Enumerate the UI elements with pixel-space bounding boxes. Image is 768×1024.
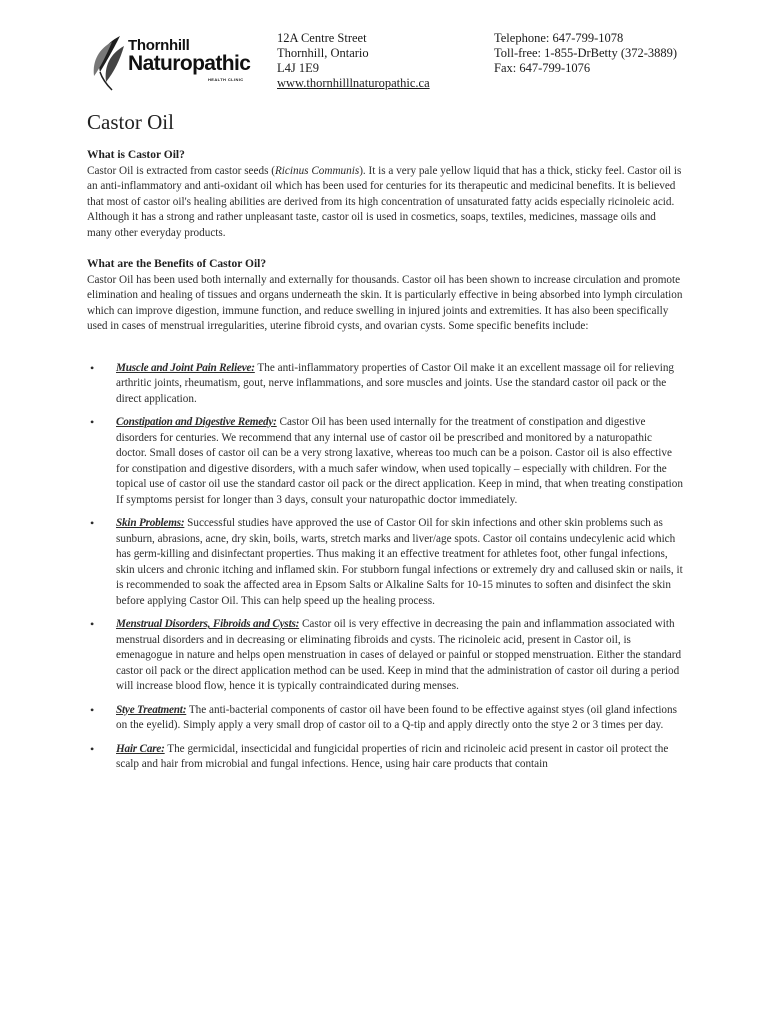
bullet-icon: • (90, 617, 95, 631)
benefit-text: The anti-bacterial components of castor oil have been found to be effective against styes (oil gland infections on the eyelid). Simply apply a very small drop of castor oil to a Q-tip and apply directly onto the stye 2 or 3 times per day. (116, 703, 677, 731)
benefit-term: Skin Problems: (116, 517, 185, 529)
bullet-icon: • (90, 415, 95, 429)
address-city: Thornhill, Ontario (277, 46, 369, 60)
paragraph-text: ). It is a very pale yellow liquid that has a thick, sticky feel. Castor oil is an anti-inflammatory and anti-oxidant oil which has been used for centuries for its therapeutic and medicinal benefits. It is believed that most of castor oil's healing abilities are derived from its high concentration of unsaturated fatty acids especially ricinoleic acid. Although it has a strong and rather unpleasant taste, castor oil is used in cosmetics, soaps, textiles, medicines, massage oils and many other everyday products. (87, 164, 682, 239)
website-link[interactable]: www.thornhilllnaturopathic.ca (277, 76, 430, 90)
telephone-number: Telephone: 647-799-1078 (494, 31, 624, 45)
benefit-text: The anti-inflammatory properties of Castor Oil make it an excellent massage oil for relieving arthritic joints, rheumatism, gout, nerve inflammations, and sore muscles and joints. Use the standard castor oil pack or the direct application. (116, 361, 675, 405)
list-item (87, 742, 683, 773)
fax-number: Fax: 647-799-1076 (494, 61, 591, 75)
document-body (87, 148, 683, 781)
logo-text-thornhill: Thornhill (128, 37, 190, 54)
section-heading-what-is: What is Castor Oil? (87, 149, 185, 161)
benefit-text: Castor Oil has been used internally for the treatment of constipation and digestive disorders for centuries. We recommend that any internal use of castor oil be prescribed and monitored by a naturopathic doctor. Small doses of castor oil can be a very strong laxative, whereas too much can be a poison. Castor oil is also effective for constipation and digestive disorders, with a much safer window, when used topically – especially with children. For the topical use of castor oil use the standard castor oil pack or the direct application. Keep in mind, that when treating constipation If symptoms persist for longer than 3 days, consult your naturopathic doctor immediately. (116, 416, 683, 506)
bullet-icon: • (90, 741, 95, 756)
benefit-text: Successful studies have approved the use of Castor Oil for skin infections and other skin problems such as sunburn, abrasions, acne, dry skin, boils, warts, stretch marks and liver/age spots. Castor oil contains undecylenic acid which has germ-killing and disinfectant properties. Thus making it an effective treatment for athletes foot, other fungal infections, skin ulcers and chronic itching and inflamed skin. For stubborn fungal infections or extremely dry and callused skin or nails, it is recommended to soak the affected area in Epsom Salts or Alkaline Salts for 10-15 minutes to soften and disinfect the skin before applying Castor Oil. This can help speed up the healing process. (116, 517, 683, 607)
benefits-list (87, 361, 683, 773)
list-item (87, 361, 683, 408)
benefit-term: Constipation and Digestive Remedy: (116, 416, 277, 428)
page-title: Castor Oil (87, 110, 174, 134)
section-paragraph-benefits: Castor Oil has been used both internally and externally for thousands. Castor oil has been shown to increase circulation and promote elimination and healing of tissues and organs underneath the skin. It is particularly effective in being absorbed into lymph circulation which can improve digestion, immune function, and reduce swelling in injured joints and extremities. It has also been specifically used in cases of menstrual irregularities, uterine fibroid cysts, and ovarian cysts. Some specific benefits include: (87, 273, 683, 332)
section-paragraph-what-is (87, 164, 683, 242)
bullet-icon: • (90, 702, 95, 717)
clinic-address (277, 31, 430, 91)
bullet-icon: • (90, 516, 95, 530)
benefit-term: Menstrual Disorders, Fibroids and Cysts: (116, 618, 300, 630)
benefit-term: Muscle and Joint Pain Relieve: (116, 361, 255, 374)
logo-text-health-clinic: HEALTH CLINIC (208, 77, 244, 82)
paragraph-text: Castor Oil is extracted from castor seeds ( (87, 164, 275, 177)
bullet-icon: • (90, 360, 95, 375)
address-postal: L4J 1E9 (277, 61, 320, 75)
section-what-is (87, 148, 683, 241)
section-benefits (87, 257, 683, 335)
clinic-contact (494, 31, 677, 76)
benefit-text: Castor oil is very effective in decreasing the pain and inflammation associated with menstrual disorders and in decreasing or eliminating fibroids and cysts. The ricinoleic acid, present in Castor oil, is emenagogue in nature and helps open menstruation in cases of delayed or painful or stopped menstruation. Either the standard castor oil pack or the direct application method can be used. Keep in mind that the administration of castor oil during a period will increase blood flow, hence it is typically contraindicated during menses. (116, 618, 682, 692)
clinic-logo (90, 32, 270, 94)
benefit-term: Stye Treatment: (116, 703, 187, 716)
address-street: 12A Centre Street (277, 31, 367, 45)
list-item (87, 703, 683, 734)
benefit-term: Hair Care: (116, 742, 165, 755)
list-item (87, 516, 683, 609)
latin-name: Ricinus Communis (274, 164, 360, 177)
tollfree-number: Toll-free: 1-855-DrBetty (372-3889) (494, 46, 678, 60)
logo-text-naturopathic: Naturopathic (128, 52, 251, 75)
list-item (87, 415, 683, 508)
section-heading-benefits: What are the Benefits of Castor Oil? (87, 258, 267, 270)
benefit-text: The germicidal, insecticidal and fungicidal properties of ricin and ricinoleic acid present in castor oil protect the scalp and hair from microbial and fungal infections. Hence, using hair care products that contain (116, 742, 669, 770)
list-item (87, 617, 683, 695)
